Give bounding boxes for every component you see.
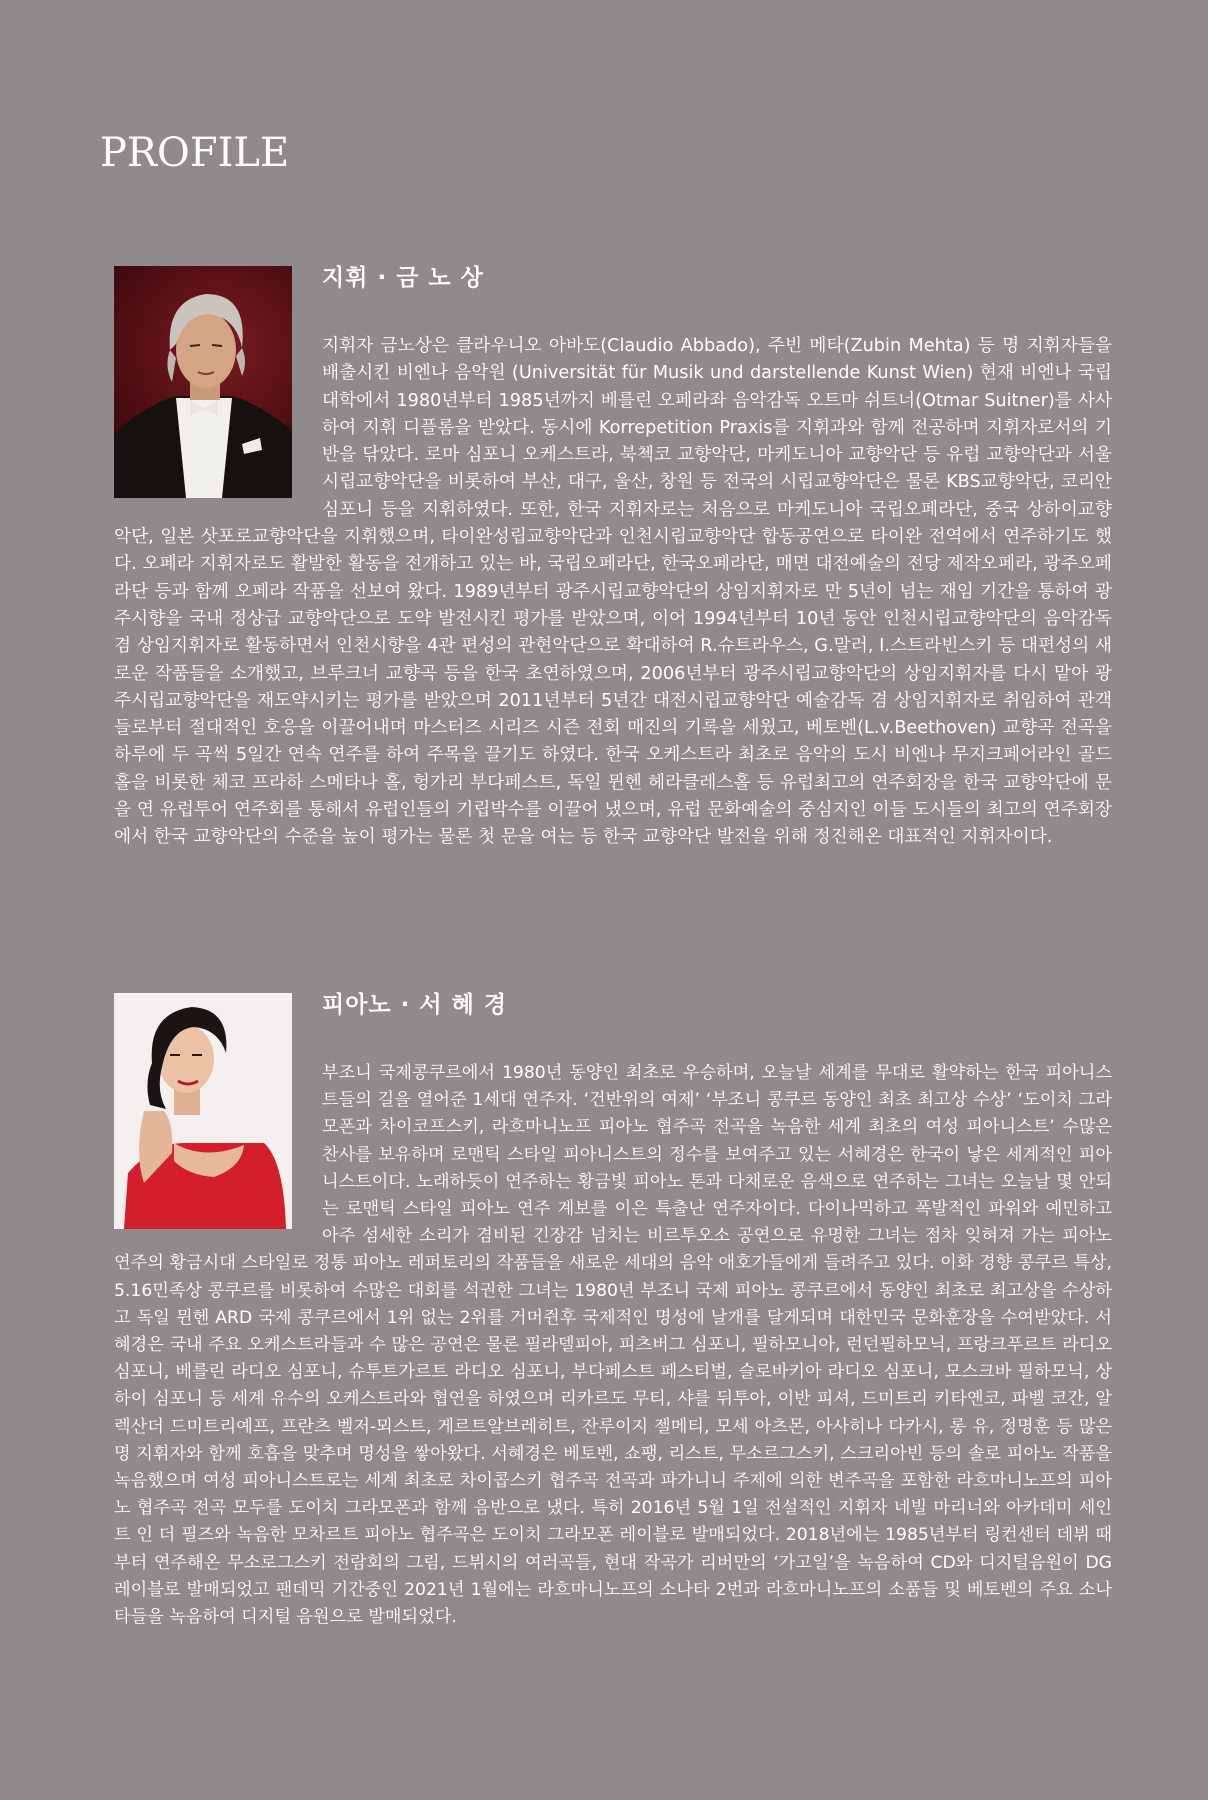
conductor-heading: 지휘 · 금 노 상 bbox=[322, 265, 484, 291]
page-title: PROFILE bbox=[100, 130, 290, 176]
pianist-heading: 피아노 · 서 혜 경 bbox=[322, 992, 508, 1018]
pianist-photo bbox=[114, 993, 292, 1229]
conductor-bio: 지휘자 금노상은 클라우니오 아바도(Claudio Abbado), 주빈 메타(Zubin Mehta) 등 명 지휘자들을 배출시킨 비엔나 음악원 (Universität für Musik und darstellende Kunst Wien) 현재 비엔나 국립대학에서 1980년부터 1985년까지 베를린 오페라좌 음악감독 오트마 쉬트너(Otmar Suitner)를 사사하여 지휘 디플롬을 받았다. 동시에 Korrepetition Praxis를 지휘과와 함께 전공하며 지휘자로서의 기반을 닦았다. 로마 심포니 오케스트라, 북첵코 교향악단, 마케도니아 교향악단 등 유럽 교향악단과 서울시립교향악단을 비롯하여 부산, 대구, 울산, 창원 등 전국의 시립교향악단은 물론 KBS교향악단, 코리안심포니 등을 지휘하였다. 또한, 한국 지휘자로는 처음으로 마케도니아 국립오페라단, 중국 상하이교향악단, 일본 삿포로교향악단을 지휘했으며, 타이완성립교향악단과 인천시립교향악단 합동공연으로 타이완 전역에서 연주하기도 했다. 오페라 지휘자로도 활발한 활동을 전개하고 있는 바, 국립오페라단, 한국오페라단, 매면 대전예술의 전당 제작오페라, 광주오페라단 등과 함께 오페라 작품을 선보여 왔다. 1989년부터 광주시립교향악단의 상임지휘자로 만 5년이 넘는 재임 기간을 통하여 광주시향을 국내 정상급 교향악단으로 도약 발전시킨 평가를 받았으며, 이어 1994년부터 10년 동안 인천시립교향악단의 음악감독 겸 상임지휘자로 활동하면서 인천시향을 4관 편성의 관현악단으로 확대하여 R.슈트라우스, G.말러, I.스트라빈스키 등 대편성의 새로운 작품들을 소개했고, 브루크너 교향곡 등을 한국 초연하였으며, 2006년부터 광주시립교향악단의 상임지휘자를 다시 맡아 광주시립교향악단을 재도약시키는 평가를 받았으며 2011년부터 5년간 대전시립교향악단 예술감독 겸 상임지휘자로 취임하여 관객들로부터 절대적인 호응을 이끌어내며 마스터즈 시리즈 시즌 전회 매진의 기록을 세웠고, 베토벤(L.v.Beethoven) 교향곡 전곡을 하루에 두 곡씩 5일간 연속 연주를 하여 주목을 끌기도 하였다. 한국 오케스트라 최초로 음악의 도시 비엔나 무지크페어라인 골드홀을 비롯한 체코 프라하 스메타나 홀, 헝가리 부다페스트, 독일 뮌헨 헤라클레스홀 등 유럽최고의 연주회장을 한국 교향악단에 문을 연 유럽투어 연주회를 통해서 유럽인들의 기립박수를 이끌어 냈으며, 유럽 문화예술의 중심지인 이들 도시들의 최고의 연주회장에서 한국 교향악단의 수준을 높이 평가는 물론 첫 문을 여는 등 한국 교향악단 발전을 위해 정진해온 대표적인 지휘자이다. bbox=[114, 336, 1112, 848]
profile-conductor bbox=[114, 263, 1112, 852]
pianist-bio: 부조니 국제콩쿠르에서 1980년 동양인 최초로 우승하며, 오늘날 세계를 무대로 활약하는 한국 피아니스트들의 길을 열어준 1세대 연주자. ‘건반위의 여제’ ‘부조니 콩쿠르 동양인 최초 최고상 수상’ ‘도이치 그라모폰과 차이코프스키, 라흐마니노프 피아노 협주곡 전곡을 녹음한 세계 최초의 여성 피아니스트’ 수많은 찬사를 보유하며 로맨틱 스타일 피아니스트의 정수를 보여주고 있는 서혜경은 한국이 낳은 세계적인 피아니스트이다. 노래하듯이 연주하는 황금빛 피아노 톤과 다채로운 음색으로 연주하는 그녀는 오늘날 몇 안되는 로맨틱 스타일 피아노 연주 계보를 이은 특출난 연주자이다. 다이나믹하고 폭발적인 파워와 예민하고 아주 섬세한 소리가 겸비된 긴장감 넘치는 비르투오소 공연으로 유명한 그녀는 점차 잊혀져 가는 피아노 연주의 황금시대 스타일로 정통 피아노 레퍼토리의 작품들을 새로운 세대의 음악 애호가들에게 들려주고 있다. 이화 경향 콩쿠르 특상, 5.16민족상 콩쿠르를 비롯하여 수많은 대회를 석권한 그녀는 1980년 부조니 국제 피아노 콩쿠르에서 동양인 최초로 최고상을 수상하고 독일 뮌헨 ARD 국제 콩쿠르에서 1위 없는 2위를 거머쥔후 국제적인 명성에 날개를 달게되며 대한민국 문화훈장을 수여받았다. 서혜경은 국내 주요 오케스트라들과 수 많은 공연은 물론 필라델피아, 피츠버그 심포니, 필하모니아, 런던필하모닉, 프랑크푸르트 라디오 심포니, 베를린 라디오 심포니, 슈투트가르트 라디오 심포니, 부다페스트 페스티벌, 슬로바키아 라디오 심포니, 모스크바 필하모닉, 상하이 심포니 등 세계 유수의 오케스트라와 협연을 하였으며 리카르도 무티, 샤를 뒤투아, 이반 피셔, 드미트리 키타옌코, 파벨 코간, 알렉산더 드미트리예프, 프란츠 벨저-뫼스트, 게르트알브레히트, 잔루이지 젤메티, 모세 아츠몬, 아사히나 다카시, 롱 유, 정명훈 등 많은 명 지휘자와 함께 호흡을 맞추며 명성을 쌓아왔다. 서혜경은 베토벤, 쇼팽, 리스트, 무소르그스키, 스크리아빈 등의 솔로 피아노 작품을 녹음했으며 여성 피아니스트로는 세계 최초로 차이콥스키 협주곡 전곡과 파가니니 주제에 의한 변주곡을 포함한 라흐마니노프의 피아노 협주곡 전곡 모두를 도이치 그라모폰과 함께 음반으로 냈다. 특히 2016년 5월 1일 전설적인 지휘자 네빌 마리너와 아카데미 세인트 인 더 필즈와 녹음한 모차르트 피아노 협주곡은 도이치 그라모폰 레이블로 발매되었다. 2018년에는 1985년부터 링컨센터 데뷔 때부터 연주해온 무소로그스키 전람회의 그림, 드뷔시의 여러곡들, 현대 작곡가 리버만의 ‘가고일’을 녹음하여 CD와 디지털음원이 DG 레이블로 발매되었고 팬데믹 기간중인 2021년 1월에는 라흐마니노프의 소나타 2번과 라흐마니노프의 소품들 및 베토벤의 주요 소나타들을 녹음하여 디지털 음원으로 발매되었다. bbox=[114, 1063, 1112, 1628]
conductor-photo bbox=[114, 266, 292, 498]
profile-pianist bbox=[114, 990, 1112, 1631]
